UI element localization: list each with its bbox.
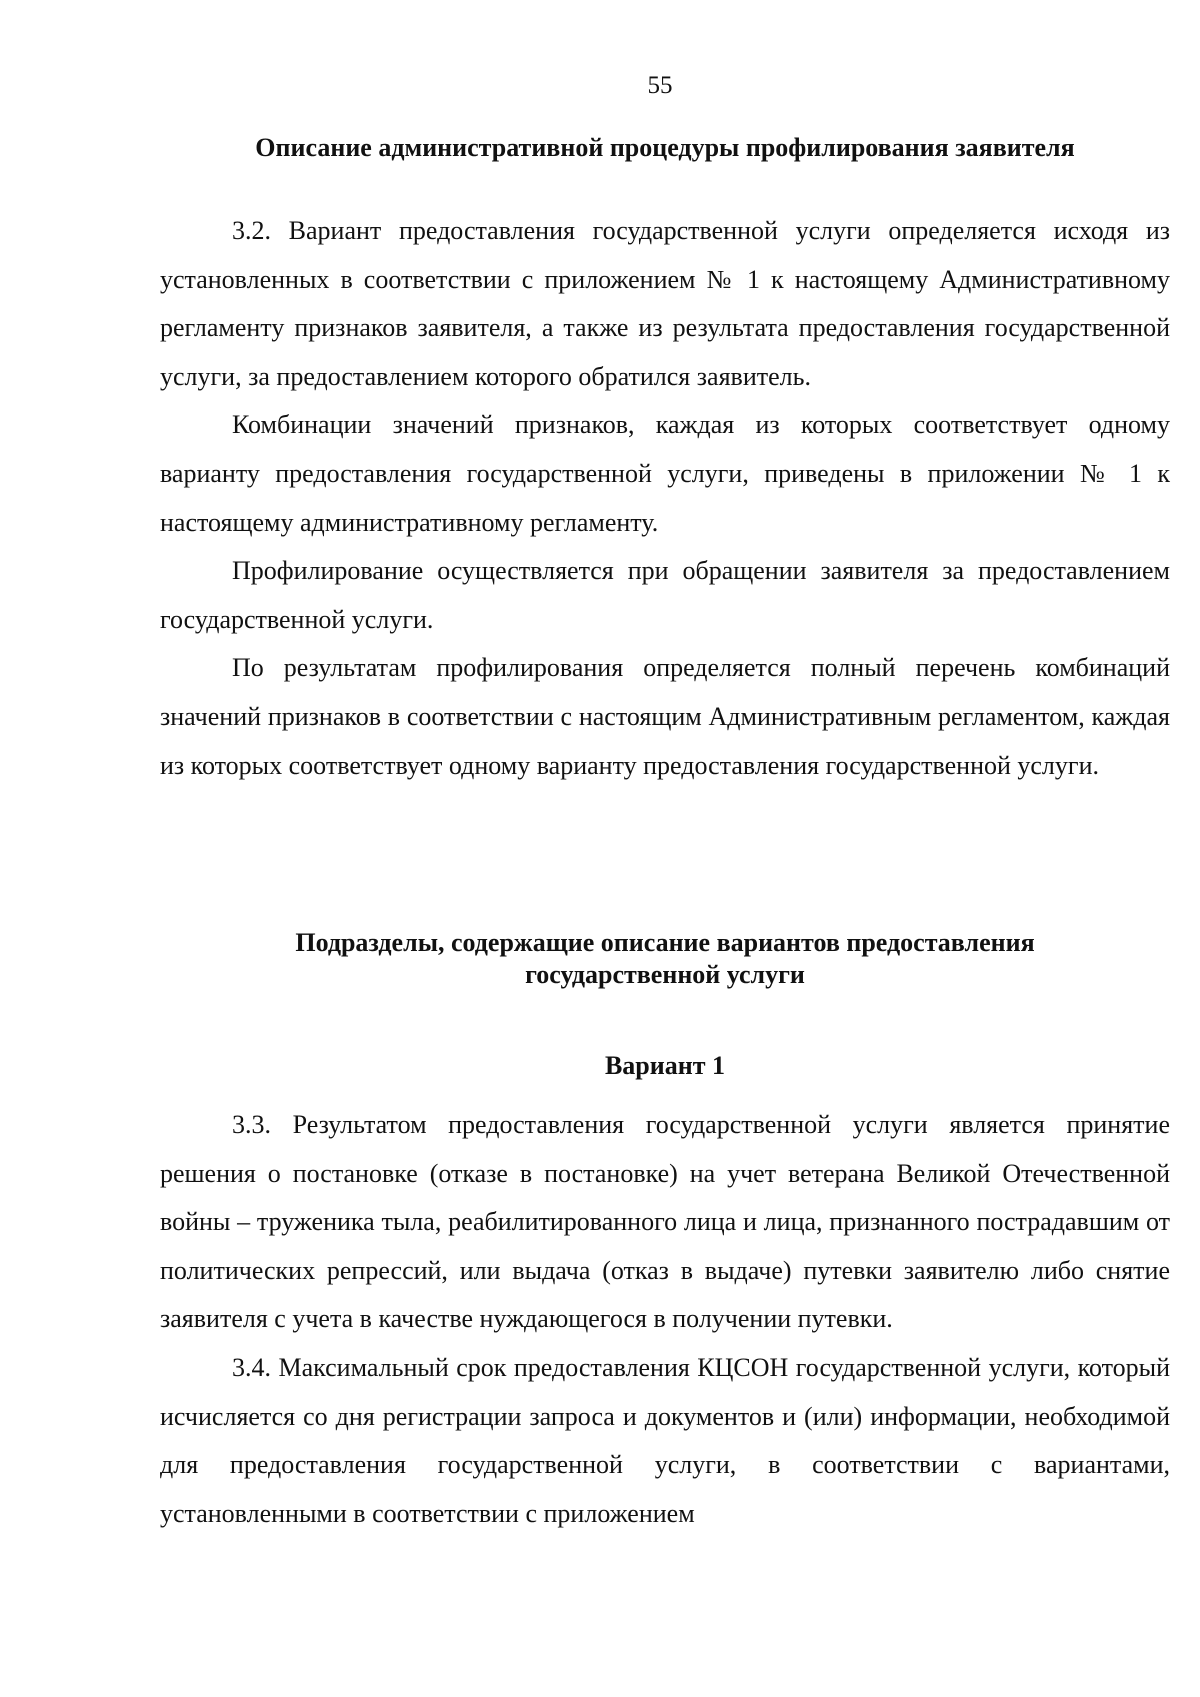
paragraph-profiling-when: Профилирование осуществляется при обращении заявителя за предоставлением государственной услуги. xyxy=(160,556,1170,634)
page-number: 55 xyxy=(647,72,673,99)
paragraph-combinations: Комбинации значений признаков, каждая из которых соответствует одному варианту предоставления государственной услуги, приведены в приложении № 1 к настоящему административному регламенту. xyxy=(160,410,1170,537)
paragraph-profiling-result: По результатам профилирования определяется полный перечень комбинаций значений признаков в соответствии с настоящим Административным регламентом, каждая из которых соответствует одному варианту предоставления государственной услуги. xyxy=(160,653,1170,780)
section-title-variant-1: Вариант 1 xyxy=(604,1051,726,1080)
body-text-variant-1 xyxy=(160,1101,1170,1538)
section-title-subsections xyxy=(160,927,1170,991)
paragraph-3-2: 3.2. Вариант предоставления государственной услуги определяется исходя из установленных в соответствии с приложением № 1 к настоящему Административному регламенту признаков заявителя, а также из результата предоставления государственной услуги, за предоставлением которого обратился заявитель. xyxy=(160,216,1170,391)
paragraph-3-3: 3.3. Результатом предоставления государственной услуги является принятие решения о постановке (отказе в постановке) на учет ветерана Великой Отечественной войны – труженика тыла, реабилитированного лица и лица, признанного пострадавшим от политических репрессий, или выдача (отказ в выдаче) путевки заявителю либо снятие заявителя с учета в качестве нуждающегося в получении путевки. xyxy=(160,1110,1170,1334)
section-title-subsections-line1: Подразделы, содержащие описание вариантов предоставления xyxy=(295,928,1035,957)
body-text-profiling xyxy=(160,207,1170,790)
section-title-subsections-line2: государственной услуги xyxy=(525,960,805,989)
paragraph-3-4: 3.4. Максимальный срок предоставления КЦСОН государственной услуги, который исчисляется со дня регистрации запроса и документов и (или) информации, необходимой для предоставления государственной услуги, в соответствии с вариантами, установленными в соответствии с приложением xyxy=(160,1352,1170,1528)
section-title-profiling: Описание административной процедуры профилирования заявителя xyxy=(255,133,1075,162)
